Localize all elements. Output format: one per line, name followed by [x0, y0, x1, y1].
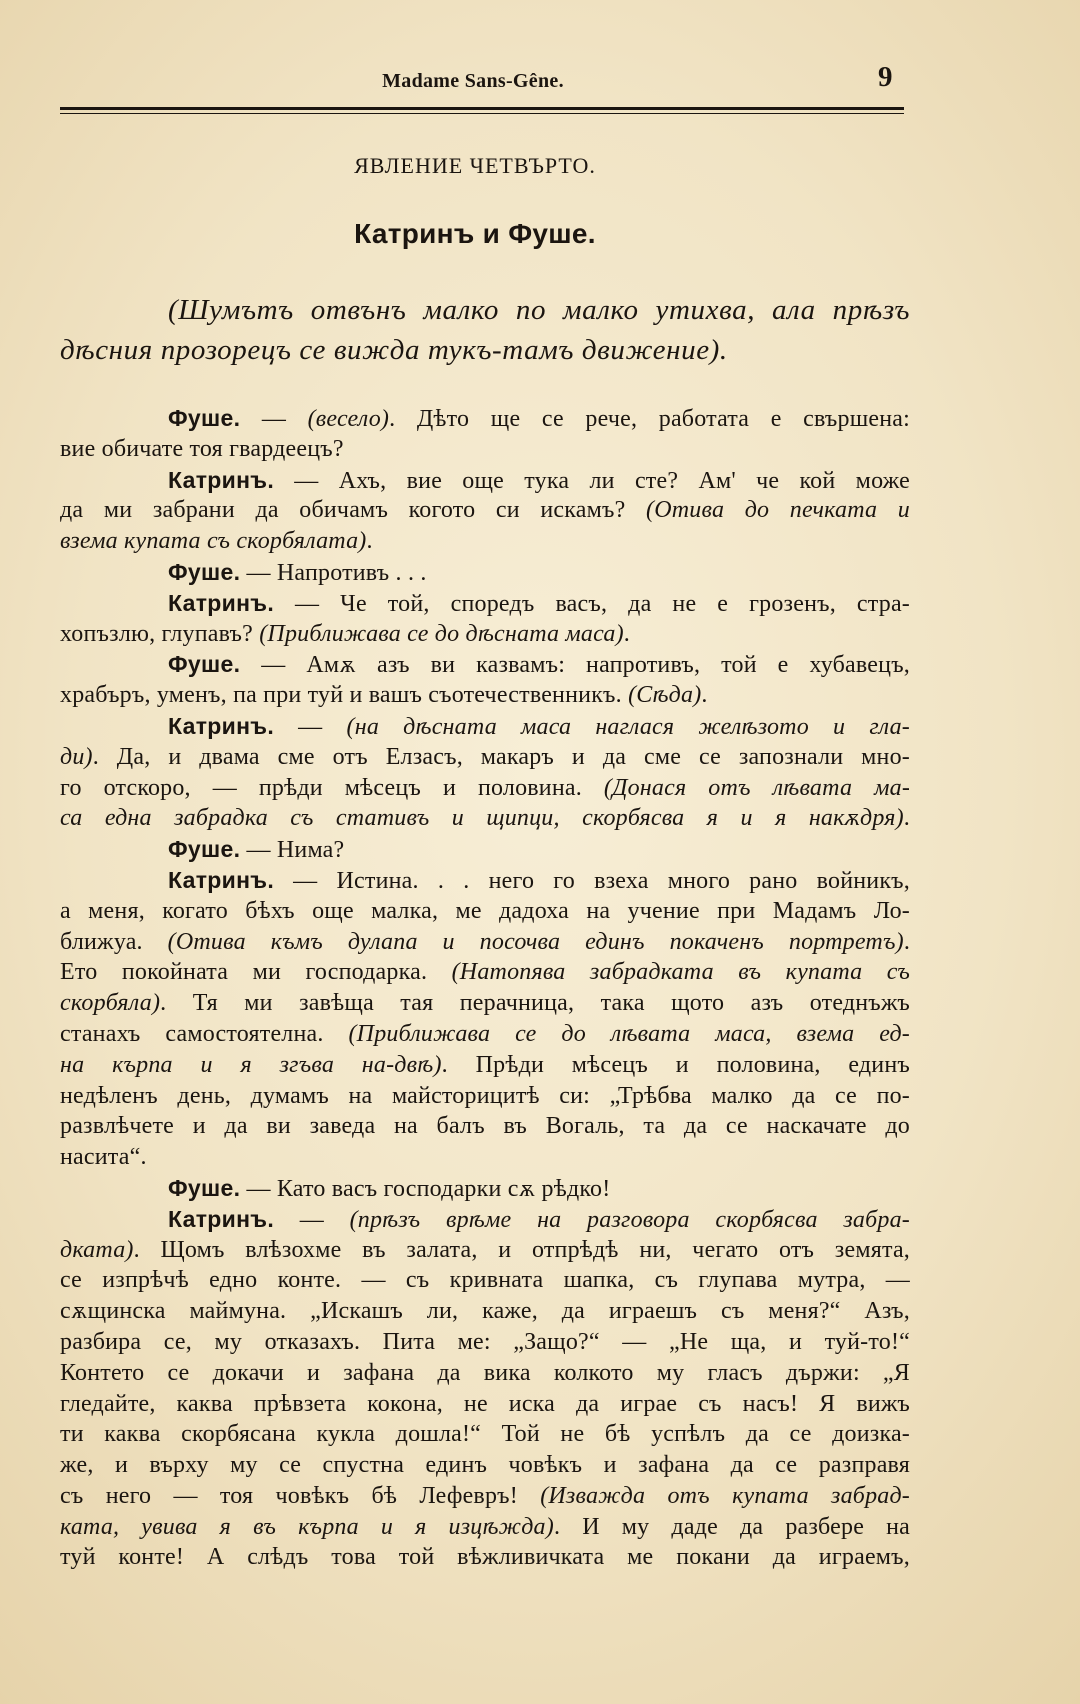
text-line — [60, 1265, 910, 1296]
dialogue-text: ближуа. — [60, 928, 168, 955]
speech-catherine — [60, 711, 910, 834]
text-line — [60, 1081, 910, 1112]
text-line — [60, 1142, 910, 1173]
stage-direction — [60, 290, 910, 370]
speaker-name: Фуше. — [168, 558, 241, 585]
speech-catherine — [60, 865, 910, 1173]
text-line — [60, 1358, 910, 1389]
text-line — [60, 649, 910, 680]
stage-direction-text: ката, увива я въ кърпа и я изцѣжда) — [60, 1513, 554, 1540]
text-line — [60, 1235, 910, 1266]
dialogue-text: — — [240, 406, 308, 432]
dialogue-text: туй конте! А слѣдъ това той вѣжливичката ме покани да играемъ, — [60, 1544, 910, 1571]
dialogue-text: ти каква скорбясана кукла дошла!“ Той не бѣ успѣлъ да се доизка- — [60, 1421, 910, 1448]
text-line — [60, 619, 910, 650]
speech-fouche — [60, 649, 910, 711]
text-line — [60, 526, 910, 557]
running-title: Madame Sans-Gêne. — [382, 70, 564, 92]
dialogue-text: недѣленъ день, думамъ на майсторицитѣ си: „Трѣбва малко да се по- — [60, 1082, 910, 1109]
dialogue-text: станахъ самостоятелна. — [60, 1020, 349, 1047]
dialogue-text: да ми забрани да обичамъ когото си искамъ? — [60, 497, 647, 524]
text-line — [60, 680, 910, 711]
speech-fouche — [60, 403, 910, 465]
dialogue-text: — Напротивъ . . . — [240, 559, 427, 586]
stage-direction-text: (Донася отъ лѣвата ма- — [603, 774, 911, 801]
dialogue-text: — Нима? — [240, 837, 345, 864]
text-line — [60, 896, 910, 927]
dialogue-text: . И му даде да разбере на — [553, 1513, 910, 1540]
text-line — [60, 1419, 910, 1450]
text-line — [60, 1019, 910, 1050]
dialogue-text: а меня, когато бѣхъ още малка, ме дадоха на учение при Мадамъ Ло- — [60, 897, 910, 924]
text-line — [60, 1173, 910, 1204]
dialogue-text: гледайте, каква прѣвзета кокона, не иска да играе съ насъ! Я вижъ — [60, 1390, 910, 1417]
stage-direction-text: скорбяла) — [60, 990, 161, 1017]
text-line — [60, 773, 910, 804]
dialogue-text: . Тя ми завѣща тая перачница, така щото азъ отеднъжъ — [160, 990, 910, 1017]
page-number: 9 — [878, 61, 893, 93]
stage-direction-line: (Шумътъ отвънъ малко по малко утихва, ала прѣзъ — [168, 294, 910, 326]
text-line — [60, 1512, 910, 1543]
text-line — [60, 865, 910, 896]
speaker-name: Фуше. — [168, 405, 241, 431]
speaker-name: Фуше. — [168, 651, 241, 678]
text-line — [60, 927, 910, 958]
stage-direction-text: (Сѣда) — [628, 682, 702, 709]
dialogue-body — [60, 403, 910, 1573]
header-rule — [60, 107, 904, 114]
stage-direction-line: дѣсния прозорецъ се вижда тукъ-тамъ движение). — [60, 334, 728, 366]
dialogue-text: — — [274, 713, 347, 740]
text-line — [60, 957, 910, 988]
text-line — [60, 1050, 910, 1081]
dialogue-text: . — [701, 682, 708, 709]
dialogue-text: Ето покойната ми господарка. — [60, 959, 452, 986]
text-line — [60, 495, 910, 526]
dialogue-text: насита“. — [60, 1144, 147, 1171]
text-line — [60, 1204, 910, 1235]
stage-direction-text: (Отива до печката и — [646, 497, 910, 524]
text-line — [60, 803, 910, 834]
text-line — [60, 1389, 910, 1420]
speech-fouche — [60, 557, 910, 588]
dialogue-text: вие обичате тоя гвардеецъ? — [60, 435, 344, 462]
dialogue-text: . Щомъ влѣзохме въ залата, и отпрѣдѣ ни, чегато отъ земята, — [133, 1236, 910, 1263]
text-line — [60, 711, 910, 742]
speaker-name: Катринъ. — [168, 712, 275, 739]
text-line — [60, 557, 910, 588]
dialogue-text: се изпрѣчѣ едно конте. — съ кривната шапка, съ глупава мутра, — — [60, 1267, 910, 1294]
stage-direction-text: на кърпа и я згъва на-двѣ) — [60, 1051, 442, 1078]
stage-direction-text: ди) — [60, 743, 93, 770]
speaker-name: Фуше. — [168, 836, 241, 863]
speech-catherine — [60, 1204, 910, 1574]
dialogue-text: . Да, и двама сме отъ Елзасъ, макаръ и да сме се запознали мно- — [92, 743, 910, 770]
speech-catherine — [60, 588, 910, 650]
text-line — [60, 465, 910, 496]
stage-direction-text: са една забрадка съ стативъ и щипци, скорбясва я и я накѫдря) — [60, 805, 904, 832]
dialogue-text: храбъръ, уменъ, па при туй и вашъ съотечественникъ. — [60, 682, 629, 709]
stage-direction-text: (Приближава се до дѣсната маса) — [259, 620, 624, 647]
dialogue-text: Контето се докачи и зафана да вика колкото му гласъ държи: „Я — [60, 1359, 910, 1386]
dialogue-text: развлѣчете и да ви заведа на балъ въ Вогаль, та да се наскачате до — [60, 1113, 910, 1140]
text-line — [60, 742, 910, 773]
dialogue-text: хопъзлю, глупавъ? — [60, 620, 260, 647]
text-line — [60, 1327, 910, 1358]
stage-direction-text: (Приближава се до лѣвата маса, взема ед- — [348, 1020, 910, 1047]
dialogue-text: — Амѫ азъ ви казвамъ: напротивъ, той е хубавецъ, — [240, 652, 910, 679]
dialogue-text: же, и върху му се спустна единъ човѣкъ и зафана да се разправя — [60, 1452, 910, 1479]
dialogue-text: — Истина. . . него го взеха много рано войникъ, — [274, 867, 910, 894]
stage-direction-text: (на дѣсната маса наглася желѣзото и гла- — [346, 713, 910, 740]
speech-fouche — [60, 1173, 910, 1204]
text-line — [60, 1296, 910, 1327]
speech-fouche — [60, 834, 910, 865]
dialogue-text: съ него — тоя човѣкъ бѣ Лефевръ! — [60, 1482, 541, 1509]
text-line — [60, 1542, 910, 1573]
text-line — [60, 588, 910, 619]
stage-direction-text: (Натопява забрадката въ купата съ — [451, 959, 910, 986]
stage-direction-text: (прѣзъ врѣме на разговора скорбясва забра- — [349, 1206, 910, 1233]
speaker-name: Катринъ. — [168, 589, 275, 616]
dialogue-text: — Като васъ господарки сѫ рѣдко! — [240, 1175, 611, 1202]
text-line — [60, 1450, 910, 1481]
dialogue-text: — Ахъ, вие още тука ли сте? Ам' че кой може — [274, 467, 910, 494]
speech-catherine — [60, 465, 910, 557]
dialogue-text: . — [903, 805, 910, 832]
dialogue-text: — — [274, 1206, 350, 1233]
text-line — [60, 434, 910, 465]
dialogue-text: — Че той, споредъ васъ, да не е грозенъ, стра- — [274, 590, 910, 617]
speaker-name: Катринъ. — [168, 1205, 275, 1232]
stage-direction-text: (Отива къмъ дулапа и посочва единъ покаченъ портретъ) — [167, 928, 904, 955]
dialogue-text: го отскоро, — прѣди мѣсецъ и половина. — [60, 774, 604, 801]
dialogue-text: . Прѣди мѣсецъ и половина, единъ — [441, 1051, 910, 1078]
stage-direction-text: (весело) — [307, 406, 390, 432]
text-line — [60, 834, 910, 865]
text-line — [60, 988, 910, 1019]
stage-direction-text: дката) — [60, 1236, 134, 1263]
text-line — [60, 1111, 910, 1142]
dialogue-text: . — [623, 620, 630, 647]
speaker-name: Катринъ. — [168, 466, 275, 493]
dialogue-text: . Дѣто ще се рече, работата е свършена: — [389, 406, 910, 432]
scene-heading: ЯВЛЕНИЕ ЧЕТВЪРТО. — [354, 153, 596, 178]
scene-characters: Катринъ и Фуше. — [354, 218, 596, 249]
stage-direction-text: взема купата съ скорбялата) — [60, 528, 367, 555]
stage-direction-text: (Изважда отъ купата забрад- — [540, 1482, 910, 1509]
speaker-name: Фуше. — [168, 1174, 241, 1201]
text-line — [60, 1481, 910, 1512]
dialogue-text: . — [903, 928, 911, 955]
text-line — [60, 403, 910, 434]
speaker-name: Катринъ. — [168, 866, 275, 893]
dialogue-text: разбира се, му отказахъ. Пита ме: „Защо?“ — „Не ща, и туй-то!“ — [60, 1328, 910, 1355]
dialogue-text: сѫщинска маймуна. „Искашъ ли, каже, да играешъ съ меня?“ Азъ, — [60, 1298, 910, 1325]
dialogue-text: . — [366, 528, 373, 555]
